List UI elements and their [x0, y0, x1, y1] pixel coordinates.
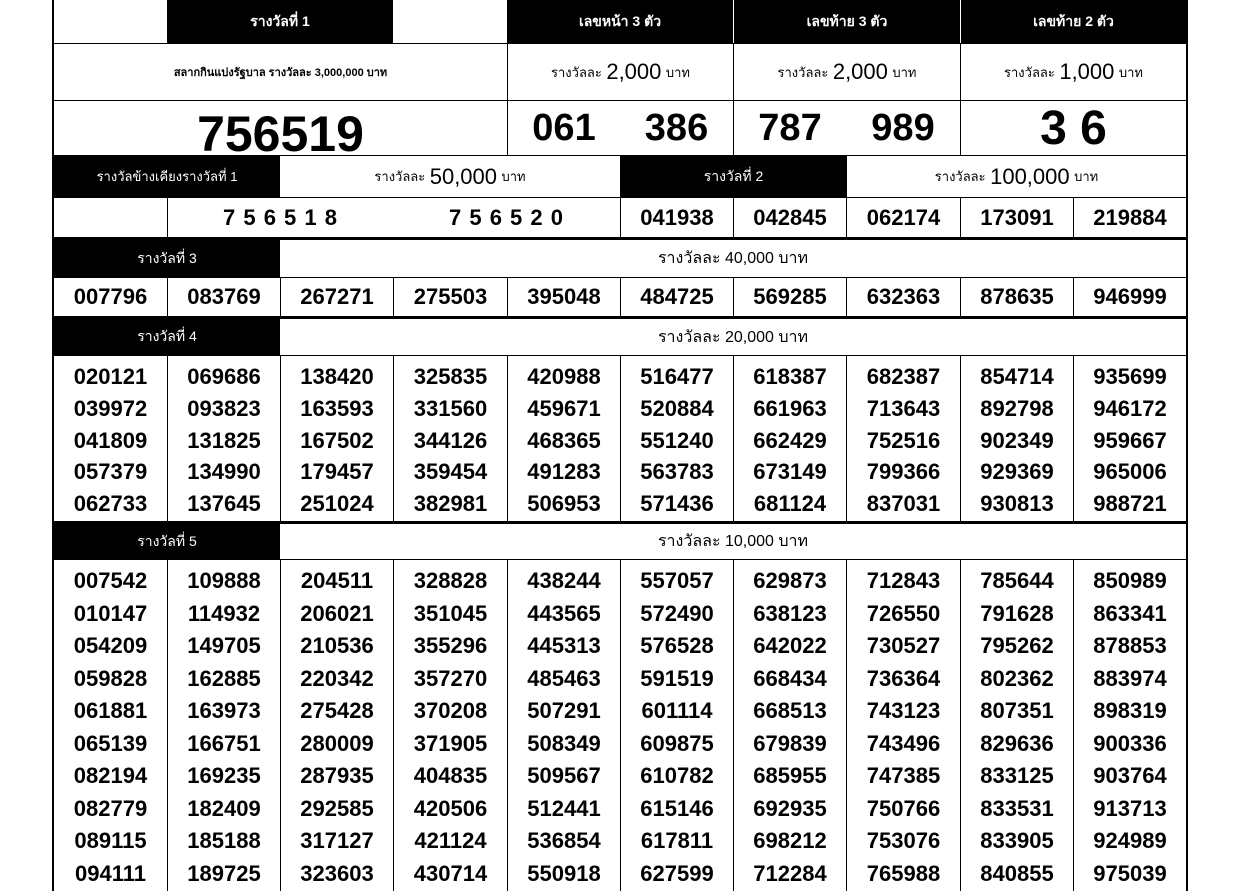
prize4-column: [393, 356, 507, 521]
prize5-number: 712843: [866, 568, 941, 593]
prize3-number: 267271: [280, 278, 393, 316]
prize4-number: 713643: [866, 395, 941, 421]
prize5-number: 642022: [753, 633, 827, 659]
prize5-number: 280009: [300, 730, 374, 756]
prize4-column: [733, 356, 846, 521]
prize5-number: 507291: [527, 698, 601, 724]
prize5-number: 204511: [300, 568, 374, 593]
back3-number-2: 989: [871, 106, 935, 149]
prize4-number: 681124: [753, 491, 827, 516]
prize4-number: 167502: [300, 427, 374, 453]
prize5-number: 430714: [413, 860, 488, 886]
prize5-number: 206021: [300, 600, 374, 626]
prize5-number: 609875: [640, 730, 714, 756]
prize5-number: 557057: [640, 568, 714, 593]
prize5-number: 404835: [413, 763, 488, 789]
prize5-number: 712284: [753, 860, 827, 886]
prize5-number: 351045: [413, 600, 488, 626]
prize5-number: 445313: [527, 633, 601, 659]
prize5-number: 802362: [980, 665, 1054, 691]
prize5-number: 094111: [75, 860, 146, 886]
prize5-number: 287935: [300, 763, 374, 789]
prize4-number: 057379: [73, 459, 148, 485]
prize5-number: 512441: [527, 795, 601, 821]
prize3-numbers-row: [54, 278, 1186, 317]
back2-amount: 1,000: [1059, 59, 1115, 84]
prize4-number: 137645: [187, 491, 261, 516]
prize5-number: 010147: [73, 600, 148, 626]
prize4-number: 359454: [413, 459, 488, 485]
front3-amount: 2,000: [606, 59, 662, 84]
prize5-number: 189725: [187, 860, 261, 886]
prize3-number: 484725: [620, 278, 733, 316]
prize2-number: 062174: [846, 198, 960, 237]
prize4-header-row: [54, 317, 1186, 356]
prize5-number: 807351: [980, 698, 1054, 724]
prize5-number: 185188: [187, 828, 261, 854]
prize5-number: 007542: [73, 568, 148, 593]
near1-prize2-header-row: [54, 156, 1186, 198]
prize5-number: 627599: [640, 860, 714, 886]
header-first-prize: รางวัลที่ 1: [167, 0, 393, 43]
prize2-amount: 100,000: [990, 163, 1070, 189]
prize5-number: 421124: [414, 828, 487, 854]
prize5-number: 420506: [413, 795, 488, 821]
prize5-number: 371905: [413, 730, 488, 756]
prize5-number: 743496: [866, 730, 941, 756]
back3-label: รางวัลละ: [777, 64, 829, 80]
header-back2: เลขท้าย 2 ตัว: [960, 0, 1186, 43]
prize5-number: 220342: [300, 665, 374, 691]
prize4-number: 069686: [187, 364, 261, 389]
prize4-number: 020121: [73, 364, 148, 389]
prize4-number: 799366: [866, 459, 941, 485]
front3-label: รางวัลละ: [551, 64, 602, 80]
prize5-number: 610782: [640, 763, 714, 789]
prize5-number: 791628: [980, 600, 1054, 626]
near1-label: รางวัลละ: [374, 169, 426, 184]
prize5-number: 698212: [753, 828, 827, 854]
prize5-number: 795262: [980, 633, 1054, 659]
prize4-column: [54, 356, 167, 521]
prize2-number: 042845: [733, 198, 846, 237]
prize2-unit: บาท: [1074, 169, 1099, 184]
prize5-number: 668513: [753, 698, 827, 724]
prize3-number: 007796: [73, 284, 148, 309]
prize3-title: รางวัลที่ 3: [54, 240, 280, 277]
prize5-number: 317127: [300, 828, 374, 854]
prize4-number: 516477: [640, 364, 714, 389]
prize5-number: 210536: [300, 633, 374, 659]
prize3-number: 632363: [846, 278, 960, 316]
prize5-number: 065139: [73, 730, 148, 756]
prize5-number: 166751: [187, 730, 261, 756]
prize4-title: รางวัลที่ 4: [54, 319, 280, 355]
prize4-number: 946172: [1093, 395, 1167, 421]
prize5-number: 054209: [73, 633, 148, 659]
prize3-number: 878635: [960, 278, 1073, 316]
prize5-number: 059828: [73, 665, 148, 691]
near1-prize2-numbers-row: [54, 198, 1186, 238]
prize5-number: 576528: [640, 633, 714, 659]
prize4-number: 251024: [300, 491, 374, 516]
prize5-number: 883974: [1093, 665, 1167, 691]
prize4-number: 093823: [187, 395, 261, 421]
prize4-number: 673149: [753, 459, 827, 485]
prize2-number: 041938: [620, 198, 733, 237]
back3-reward: [733, 44, 960, 100]
prize5-number: 082779: [73, 795, 148, 821]
main-numbers-row: [54, 101, 1186, 156]
prize5-column: [733, 560, 846, 891]
near1-unit: บาท: [501, 169, 526, 184]
prize5-number: 292585: [300, 795, 374, 821]
header-blank-2: [393, 0, 507, 43]
prize4-number: 138420: [300, 364, 374, 389]
prize4-number: 551240: [640, 427, 714, 453]
prize4-column: [846, 356, 960, 521]
header-front3: เลขหน้า 3 ตัว: [507, 0, 733, 43]
prize5-number: 617811: [640, 828, 714, 854]
prize5-number: 668434: [753, 665, 827, 691]
prize4-number: 892798: [980, 395, 1054, 421]
prize5-number: 509567: [527, 763, 601, 789]
prize5-number: 109888: [187, 568, 261, 593]
prize5-column: [846, 560, 960, 891]
front3-number-1: 061: [507, 101, 620, 155]
prize4-number: 902349: [980, 427, 1054, 453]
prize2-number: 219884: [1073, 198, 1186, 237]
prize5-number: 900336: [1093, 730, 1167, 756]
prize5-number: 163973: [187, 698, 261, 724]
prize2-reward: [847, 156, 1186, 197]
prize3-header-row: [54, 238, 1186, 278]
back2-number: 3 6: [960, 101, 1186, 155]
prize1-title: สลากกินแบ่งรัฐบาล รางวัลละ 3,000,000 บาท: [173, 67, 388, 79]
prize4-number: 752516: [866, 427, 941, 453]
prize5-number: 328828: [413, 568, 488, 593]
prize4-number: 935699: [1093, 364, 1167, 389]
prize5-number: 685955: [753, 763, 827, 789]
prize3-number: 395048: [507, 278, 620, 316]
prize5-number: 679839: [753, 730, 827, 756]
prize5-reward: รางวัลละ 10,000 บาท: [657, 533, 809, 550]
prize5-number: 323603: [300, 860, 374, 886]
prize4-number: 930813: [980, 491, 1054, 516]
prize4-number: 571436: [640, 491, 714, 516]
prize5-number: 162885: [187, 665, 261, 691]
prize4-number: 520884: [640, 395, 714, 421]
prize5-number: 485463: [527, 665, 601, 691]
prize5-column: [393, 560, 507, 891]
near1-amount: 50,000: [429, 163, 498, 189]
prize5-number: 898319: [1093, 698, 1167, 724]
prize5-number: 743123: [866, 698, 941, 724]
back3-amount: 2,000: [832, 59, 888, 84]
prize5-number: 536854: [527, 828, 601, 854]
prize4-column: [960, 356, 1073, 521]
prize4-column: [507, 356, 620, 521]
prize5-number: 730527: [866, 633, 941, 659]
prize4-number: 965006: [1093, 459, 1167, 485]
back3-number-1: 787: [733, 101, 846, 155]
back2-unit: บาท: [1118, 64, 1143, 80]
prize5-title: รางวัลที่ 5: [54, 524, 280, 559]
prize4-number: 682387: [866, 364, 941, 389]
prize4-numbers-grid: [54, 356, 1186, 522]
prize5-number: 355296: [413, 633, 488, 659]
prize4-number: 382981: [413, 491, 488, 516]
header-row: [54, 0, 1186, 44]
prize4-number: 929369: [980, 459, 1054, 485]
prize4-number: 959667: [1093, 427, 1167, 453]
lottery-result-sheet: [52, 0, 1188, 891]
prize2-number: 173091: [960, 198, 1073, 237]
prize5-column: [280, 560, 393, 891]
prize2-label: รางวัลละ: [934, 169, 986, 184]
prize5-column: [960, 560, 1073, 891]
prize4-reward: รางวัลละ 20,000 บาท: [657, 328, 809, 346]
prize5-number: 169235: [187, 763, 261, 789]
prize5-number: 275428: [300, 698, 374, 724]
prize4-number: 041809: [73, 427, 148, 453]
prize5-column: [620, 560, 733, 891]
prize5-column: [54, 560, 167, 891]
prize5-number: 508349: [527, 730, 601, 756]
prize5-number: 913713: [1093, 795, 1167, 821]
prize5-number: 753076: [866, 828, 941, 854]
prize4-number: 134990: [187, 459, 261, 485]
prize5-header-row: [54, 522, 1186, 560]
prize5-number: 149705: [187, 633, 261, 659]
back2-label: รางวัลละ: [1004, 64, 1055, 80]
prize5-number: 878853: [1093, 633, 1167, 659]
prize5-number: 629873: [753, 568, 827, 593]
prize5-number: 785644: [980, 568, 1054, 593]
prize2-title: รางวัลที่ 2: [620, 156, 847, 197]
near1-number-2: 7 5 6 5 2 0: [449, 204, 564, 230]
back3-unit: บาท: [892, 64, 917, 80]
prize4-number: 039972: [73, 395, 148, 421]
prize5-number: 443565: [527, 600, 601, 626]
prize5-number: 747385: [866, 763, 941, 789]
prize5-number: 357270: [413, 665, 488, 691]
prize5-column: [507, 560, 620, 891]
prize5-number: 903764: [1093, 763, 1167, 789]
near1-reward: [280, 156, 620, 197]
front3-reward: [507, 44, 733, 100]
prize5-number: 638123: [753, 600, 827, 626]
near1-blank: [54, 198, 167, 237]
prize5-number: 833905: [980, 828, 1054, 854]
prize4-number: 468365: [527, 427, 601, 453]
prize5-number: 550918: [527, 860, 601, 886]
prize5-number: 438244: [527, 568, 601, 593]
prize3-number: 946999: [1073, 278, 1186, 316]
prize4-number: 506953: [527, 491, 601, 516]
front3-number-2: 386: [644, 106, 709, 149]
prize4-number: 131825: [187, 427, 261, 453]
prize4-column: [280, 356, 393, 521]
prize5-number: 601114: [641, 698, 713, 724]
prize4-number: 331560: [413, 395, 488, 421]
prize5-number: 089115: [74, 828, 147, 854]
prize5-column: [1073, 560, 1186, 891]
prize4-number: 062733: [73, 491, 148, 516]
prize5-number: 182409: [187, 795, 261, 821]
prize5-number: 924989: [1093, 828, 1167, 854]
front3-unit: บาท: [665, 64, 690, 80]
prize5-number: 840855: [980, 860, 1054, 886]
prize5-number: 615146: [640, 795, 714, 821]
back2-reward: [960, 44, 1186, 100]
prize4-number: 163593: [300, 395, 374, 421]
prize5-number: 061881: [73, 698, 148, 724]
prize3-reward: รางวัลละ 40,000 บาท: [657, 250, 809, 267]
header-blank: [54, 0, 167, 43]
prize4-column: [620, 356, 733, 521]
prize4-number: 179457: [300, 459, 374, 485]
prize5-column: [167, 560, 280, 891]
prize5-number: 692935: [753, 795, 827, 821]
near1-number-1: 7 5 6 5 1 8: [167, 198, 393, 237]
prize4-number: 618387: [753, 364, 827, 389]
prize3-number: 569285: [733, 278, 846, 316]
prize5-number: 726550: [866, 600, 941, 626]
prize5-number: 833531: [980, 795, 1054, 821]
prize4-number: 563783: [640, 459, 714, 485]
header-back3: เลขท้าย 3 ตัว: [733, 0, 960, 43]
prize5-number: 114932: [187, 600, 261, 626]
prize3-number: 083769: [167, 278, 280, 316]
prize4-column: [167, 356, 280, 521]
prize4-number: 420988: [527, 364, 601, 389]
prize4-number: 988721: [1093, 491, 1167, 516]
prize4-number: 854714: [980, 364, 1054, 389]
prize3-number: 275503: [393, 278, 507, 316]
prize4-column: [1073, 356, 1186, 521]
prize4-number: 459671: [527, 395, 601, 421]
prize5-number: 765988: [866, 860, 941, 886]
prize5-number: 850989: [1093, 568, 1167, 593]
prize5-number: 370208: [413, 698, 488, 724]
prize5-number: 736364: [866, 665, 941, 691]
prize4-number: 661963: [753, 395, 827, 421]
prize5-number: 829636: [980, 730, 1054, 756]
reward-row: [54, 44, 1186, 101]
prize5-numbers-grid: [54, 560, 1186, 891]
near1-title: รางวัลข้างเคียงรางวัลที่ 1: [54, 156, 280, 197]
prize5-number: 863341: [1093, 600, 1167, 626]
prize1-number: 756519: [197, 106, 364, 155]
prize5-number: 591519: [640, 665, 714, 691]
prize4-number: 325835: [413, 364, 488, 389]
prize4-number: 344126: [413, 427, 488, 453]
prize4-number: 662429: [753, 427, 827, 453]
prize4-number: 491283: [527, 459, 601, 485]
prize4-number: 837031: [866, 491, 941, 516]
prize5-number: 750766: [866, 795, 941, 821]
prize5-number: 082194: [73, 763, 148, 789]
prize5-number: 572490: [640, 600, 714, 626]
prize5-number: 975039: [1093, 860, 1167, 886]
prize5-number: 833125: [980, 763, 1054, 789]
